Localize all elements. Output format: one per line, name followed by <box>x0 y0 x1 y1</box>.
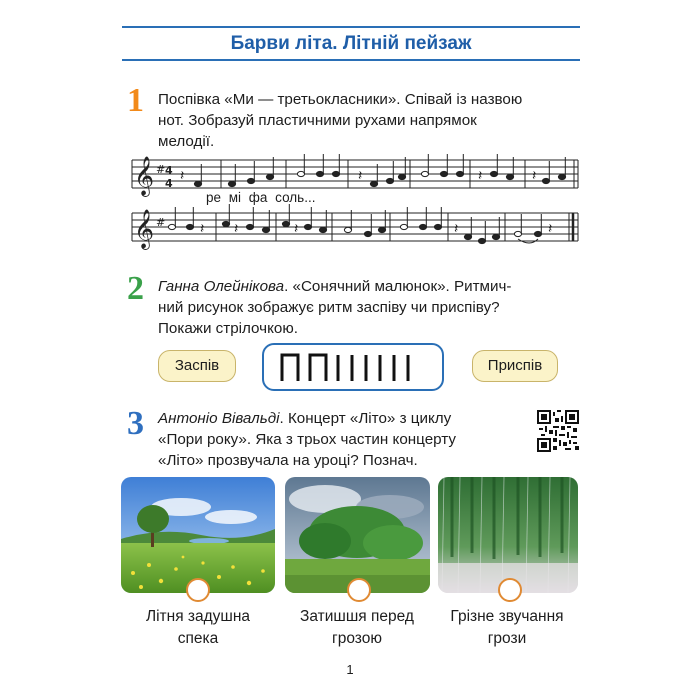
thunderstorm-photo <box>438 477 578 593</box>
task-2-author: Ганна Олейнікова <box>158 278 285 295</box>
task-3-line: «Пори року». Яка з трьох частин концерту <box>158 431 456 448</box>
svg-text:𝄽: 𝄽 <box>200 220 205 236</box>
calm-before-storm-photo <box>285 477 430 593</box>
task-1-line: мелодії. <box>158 133 215 150</box>
qr-code-icon[interactable] <box>537 410 579 452</box>
caption-line: грози <box>487 630 527 647</box>
task-3-line: «Літо» прозвучала на уроці? Познач. <box>158 452 418 469</box>
svg-text:𝄽: 𝄽 <box>478 167 483 183</box>
task-1-text <box>158 89 578 152</box>
treble-clef-icon: 𝄞 <box>134 156 155 196</box>
rhythm-eighth-pair <box>282 355 298 381</box>
chorus-label-button[interactable]: Приспів <box>472 350 558 382</box>
photo-caption-1 <box>121 606 275 650</box>
page-title: Барви літа. Літній пейзаж <box>230 33 472 54</box>
header-bottom-rule <box>122 59 580 61</box>
rhythm-eighth-pair <box>310 355 326 381</box>
caption-line: грозою <box>332 630 382 647</box>
summer-heat-photo <box>121 477 275 593</box>
treble-clef-icon: 𝄞 <box>134 209 155 249</box>
task-3-line: . Концерт «Літо» з циклу <box>279 410 452 427</box>
task-1-line: нот. Зобразуй пластичними рухами напрямок <box>158 112 477 129</box>
task-2-line: . «Сонячний малюнок». Ритмич- <box>284 278 512 295</box>
task-2-text <box>158 276 578 339</box>
task-3-text <box>158 408 523 471</box>
svg-text:4: 4 <box>165 164 173 177</box>
task-3-author: Антоніо Вівальді <box>158 410 280 427</box>
task-2-line: Покажи стрілочкою. <box>158 320 298 337</box>
task-3-number: 3 <box>127 405 144 442</box>
caption-line: Літня задушна <box>145 608 251 625</box>
caption-line: Затишшя перед <box>300 608 414 625</box>
svg-text:𝄽: 𝄽 <box>180 167 185 183</box>
photo-caption-2 <box>281 606 433 650</box>
svg-text:𝄽: 𝄽 <box>234 220 239 236</box>
svg-text:𝄽: 𝄽 <box>294 220 299 236</box>
answer-circle-3[interactable] <box>498 578 522 602</box>
photo-caption-3 <box>432 606 582 650</box>
svg-text:𝄽: 𝄽 <box>358 167 363 183</box>
task-2-number: 2 <box>127 270 144 307</box>
task-1-line: Поспівка «Ми — третьокласники». Співай із назвою <box>158 91 523 108</box>
header-top-rule <box>122 26 580 28</box>
answer-circle-2[interactable] <box>347 578 371 602</box>
svg-text:𝄽: 𝄽 <box>548 220 553 236</box>
solfege-syllables: ре мі фа соль... <box>206 190 316 205</box>
svg-text:𝄽: 𝄽 <box>532 167 537 183</box>
svg-text:#: # <box>156 216 166 229</box>
task-1-number: 1 <box>127 82 144 119</box>
page-number: 1 <box>346 662 354 677</box>
svg-text:#: # <box>156 163 166 176</box>
rhythm-pattern-box <box>262 343 444 391</box>
music-staff-2 <box>120 203 580 263</box>
caption-line: спека <box>177 630 219 647</box>
svg-text:4: 4 <box>165 177 173 190</box>
answer-circle-1[interactable] <box>186 578 210 602</box>
task-2-line: ний рисунок зображує ритм заспіву чи приспіву? <box>158 299 500 316</box>
svg-text:𝄽: 𝄽 <box>454 220 459 236</box>
verse-label-button[interactable]: Заспів <box>158 350 236 382</box>
caption-line: Грізне звучання <box>450 608 564 625</box>
rhythm-pattern <box>264 345 442 389</box>
music-staff-1 <box>120 150 580 210</box>
